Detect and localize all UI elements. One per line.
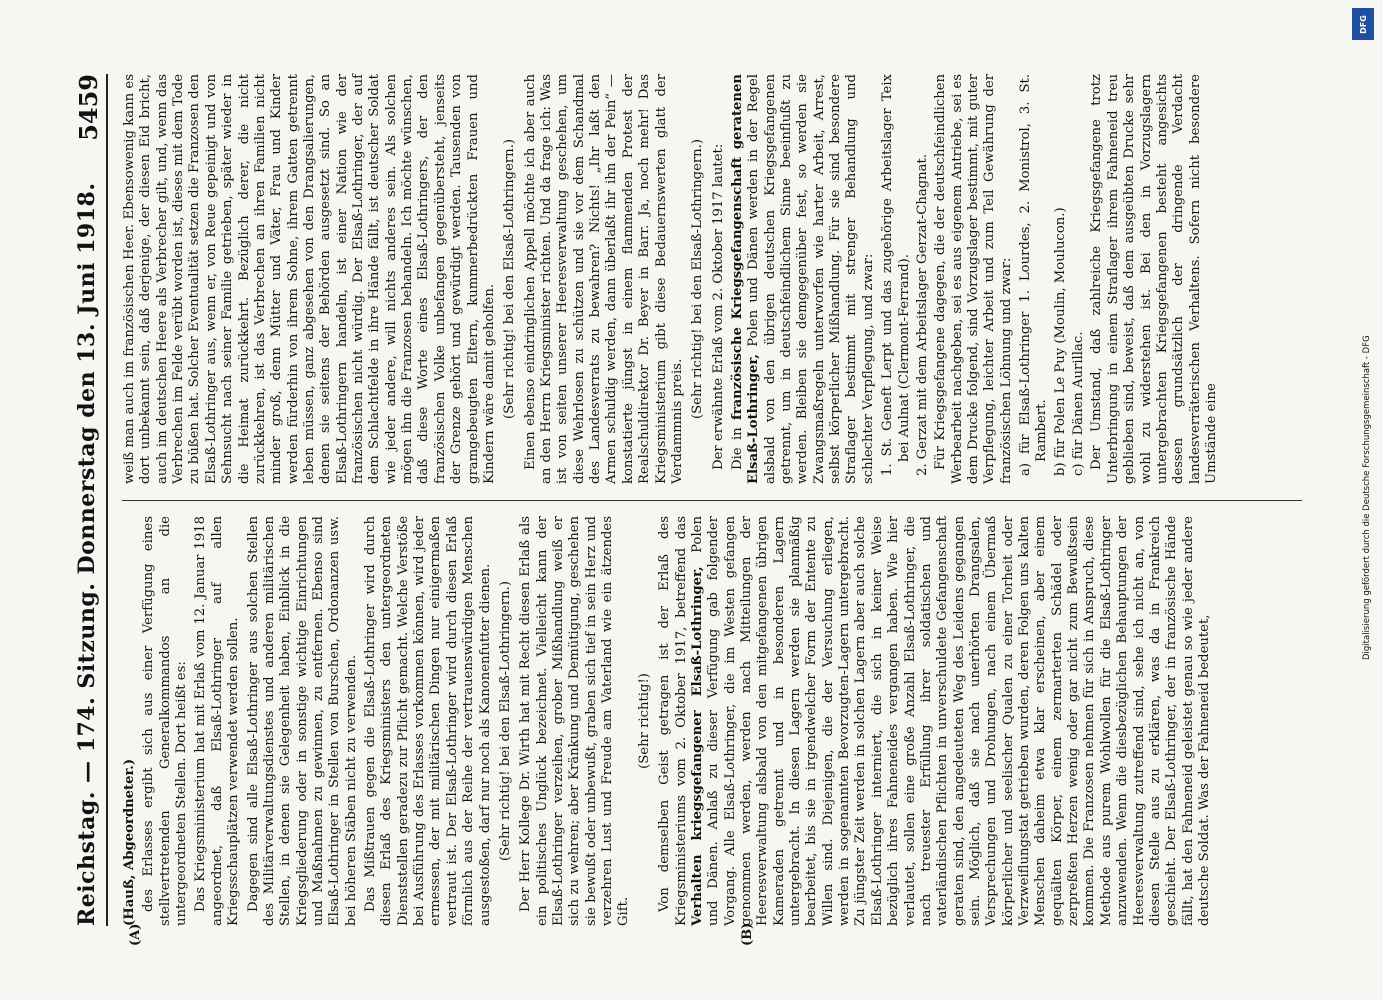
quote-paragraph: Für Kriegsgefangene dagegen, die der deutschfeindlichen Werbearbeit nachgeben, sei es aus eigenem Antriebe, sei es dem Drucke folgend, sind Vorzugslager bestimmt, mit guter Verpflegung, leichter Arbeit und zum Teil Gewährung der französischen Löhnung und zwar: — [933, 74, 1014, 484]
list-item: 2. Gerzat mit dem Arbeitslager Gerzat-Chagnat. — [914, 154, 930, 476]
list-item: 1. St. Geneft Lerpt und das zugehörige Arbeitslager Teix bei Aulnat (Clermont-Ferrand). — [880, 74, 912, 476]
left-column — [122, 516, 1216, 926]
paragraph-intro: Von demselben Geist getragen ist der Erlaß des Kriegsministeriums vom 2. Oktober 1917, betreffend das — [657, 516, 689, 926]
paragraph-intro: Die in — [729, 427, 745, 470]
paragraph: des Erlasses ergibt sich aus einer Verfügung eines stellvertretenden Generalkommandos an die untergeordneten Stellen. Dort heißt es: — [141, 516, 190, 926]
paragraph-body: Polen und Dänen werden in der Regel alsbald von den übrigen deutschen Kriegsgefangenen getrennt, um in deutschfeindlichem Sinne beeinflußt zu werden. Bleiben sie demgegenüber fest, so werden sie Zwangsmaßregeln unterworfen wie harter Arbeit, Arrest, selbst körperlicher Mißhandlung. Für sie sind besondere Straflager bestimmt mit strenger Behandlung und schlechter Verpflegung, und zwar: — [746, 74, 876, 484]
page-header — [62, 74, 108, 926]
digitization-credit: Digitalisierung gefördert durch die Deutsche Forschungsgemeinschaft - DFG — [1362, 335, 1372, 660]
right-column — [122, 74, 1223, 484]
quote-paragraph: Dagegen sind alle Elsaß-Lothringer aus solchen Stellen des Militärverwaltungsdienstes und anderen militärischen Stellen, in denen sie Gelegenheit haben, Einblick in die Kriegsgliederung oder in sonstige wichtige Einrichtungen und Maßnahmen zu gewinnen, zu entfernen. Ebenso sind Elsaß-Lothringer in Stellen von Burschen, Ordonanzen usw. bei höheren Stäben nicht zu verwenden. — [245, 516, 359, 926]
paragraph: Das Mißtrauen gegen die Elsaß-Lothringer wird durch diesen Erlaß des Kriegsministers den untergeordneten Dienststellen geradezu zur Pflicht gemacht. Welche Verstöße bei Ausführung des Erlasses vorkommen können, wird jeder ermessen, der mit militärischen Dingen nur einigermaßen vertraut ist. Der Elsaß-Lothringer wird durch diesen Erlaß förmlich aus der Reihe der vertrauenswürdigen Menschen ausgestoßen, darf nur noch als Kanonenfutter dienen. — [363, 516, 493, 926]
list-item: b) für Polen Le Puy (Moulin, Moulucon.) — [1052, 207, 1068, 476]
dfg-logo-text: DFG — [1358, 14, 1368, 34]
interjection: (Sehr richtig! bei den Elsaß-Lothringern.) — [690, 138, 706, 420]
paragraph — [657, 516, 1213, 926]
paragraph-body: Polen und Dänen. Anlaß zu dieser Verfügung gab folgender Vorgang. Alle Elsaß-Lothringer, die im Westen gefangen genommen werden, werden nach Mitteilungen der Heeresverwaltung alsbald von den mitgefangenen übrigen Kameraden getrennt und in besonderen Lagern untergebracht. In diesen Lagern werden sie planmäßig bearbeitet, bis sie in irgendwelcher Form der Entente zu Willen sind. Diejenigen, die der Versuchung erliegen, werden in sogenannten Bevorzugten-Lagern untergebracht. Zu jüngster Zeit werden in solchen Lagern aber auch solche Elsaß-Lothringer interniert, die sich in keiner Weise bezüglich ihres Fahneneides vergangen haben. Wie hier verlautet, sollen eine große Anzahl Elsaß-Lothringer, die nach treuester Erfüllung ihrer soldatischen und vaterländischen Pflichten in unverschuldete Gefangenschaft geraten sind, den angedeuteten Weg des Leidens gegangen sein. Möglich, daß sie nach unerhörten Drangsalen, Versprechungen und Drohungen, nach einem Übermaß körperlicher und seelischer Qualen zu einer Torheit oder Verzweiflungstat getrieben wurden, deren Folgen uns kalten Menschen daheim etwa klar erscheinen, aber einem gequälten Körper, einem zermarterten Schädel oder zerpreßten Herzen wenig oder gar nicht zum Bewußtsein kommen. Die Franzosen nehmen für sich in Anspruch, diese Methode aus purem Wohlwollen für die Elsaß-Lothringer anzuwenden. Wenn die diesbezüglichen Behauptungen der Heeresverwaltung zutreffend sind, sehe ich nicht an, von diesen Stelle aus zu erklären, was da in Frankreich geschieht. Der Elsaß-Lothringer, der in französische Hände fällt, hat den Fahneneid geleistet genau so wie jeder andere deutsche Soldat. Was der Fahneneid bedeutet, — [689, 516, 1212, 926]
interjection: (Sehr richtig! bei den Elsaß-Lothringern.) — [502, 138, 518, 420]
emphasized-heading: französische Kriegsgefangenschaft geratenen Elsaß-Lothringer, — [729, 74, 762, 484]
list-item: c) für Dänen Aurillac. — [1071, 331, 1087, 476]
rotated-document-page — [50, 50, 1330, 950]
dfg-logo — [1352, 8, 1374, 40]
paragraph: Der erwähnte Erlaß vom 2. Oktober 1917 lautet: — [710, 143, 726, 470]
header-title: Reichstag. — 174. Sitzung. Donnerstag den 13. Juni 1918. — [74, 182, 100, 926]
paragraph: Der Herr Kollege Dr. Wirth hat mit Recht diesen Erlaß als ein politisches Unglück bezeichnet. Vielleicht kann der Elsaß-Lothringer verzeihen, grober Mißhandlung weiß er sich zu wehren; aber Kränkung und Demütigung, geschehen sie bewußt oder unbewußt, graben sich tief in sein Herz und verzehren Lust und Freude am Vaterland wie ein ätzendes Gift. — [518, 516, 632, 926]
speaker-label: (Hauß, Abgeordneter.) — [122, 758, 137, 926]
page-number: 5459 — [74, 74, 103, 141]
list-item: a) für Elsaß-Lothringer 1. Lourdes, 2. Monistrol, 3. St. Rambert. — [1018, 74, 1050, 476]
paragraph: weiß man auch im französischen Heer. Ebensowenig kann es dort unbekannt sein, daß derjenige, der diesen Eid bricht, auch im deutschen Heere als Verbrecher gilt, und, wenn das Verbrechen im Felde verübt worden ist, dieses mit dem Tode zu büßen hat. Solcher Eventualität setzen die Franzosen den Elsaß-Lothringer aus, wenn er, von Reue gepeinigt und von Sehnsucht nach seiner Familie getrieben, später wieder in die Heimat zurückkehrt. Bezüglich derer, die nicht zurückkehren, ist das Verbrechen an ihren Familien nicht minder groß, denn Mütter und Väter, Frau und Kinder werden fürderhin von ihrem Sohne, ihrem Gatten getrennt leben müssen, ganz abgesehen von den Drangsalierungen, denen sie seitens der Behörden ausgesetzt sind. So an Elsaß-Lothringern handeln, ist einer Nation wie der französischen nicht würdig. Der Elsaß-Lothringer, der auf dem Schlachtfelde in ihre Hände fällt, ist deutscher Soldat wie jeder andere, will nichts anderes sein. Als solchen mögen ihn die Franzosen behandeln. Ich möchte wünschen, daß diese Worte eines Elsaß-Lothringers, der den französischen Volke unbefangen gegenübersteht, jenseits der Grenze gehört und gewürdigt werden. Tausenden von gramgebeugten Eltern, kummerbedrückten Frauen und Kindern wäre damit geholfen. — [122, 74, 497, 484]
margin-mark-a: (A) — [128, 923, 143, 946]
emphasized-heading: Verhalten kriegsgefangener Elsaß-Lothringer, — [689, 566, 705, 926]
quote-paragraph: Der Umstand, daß zahlreiche Kriegsgefangene trotz Unterbringung in einem Straflager ihrem Fahneneid treu geblieben sind, beweist, daß dem ausgeübten Drucke sehr wohl zu widerstehen ist. Bei den in Vorzugslagern untergebrachten Kriegsgefangenen besteht angesichts dessen grundsätzlich der dringende Verdacht landesverräterischen Verhaltens. Sofern nicht besondere Umstände eine — [1089, 74, 1219, 484]
interjection: (Sehr richtig!) — [636, 673, 652, 769]
quote-paragraph: Das Kriegsministerium hat mit Erlaß vom 12. Januar 1918 angeordnet, daß Elsaß-Lothringer auf allen Kriegsschauplätzen verwendet werden sollen. — [193, 516, 242, 926]
interjection: (Sehr richtig! bei den Elsaß-Lothringern.) — [497, 580, 513, 862]
quote-paragraph — [730, 74, 877, 484]
paragraph: Einen ebenso eindringlichen Appell möchte ich aber auch an den Herrn Kriegsminister richten. Und da frage ich: Was ist von seiten unserer Heeresverwaltung geschehen, um diese Wehrlosen zu schützen und sie vor dem Schandmal des Landesverrats zu bewahren? Nichts! „Ihr laßt den Armen schuldig werden, dann überlaßt ihr ihn der Pein“ — konstatierte jüngst in einem flammenden Protest der Realschuldirektor Dr. Beyer in Barr. Ja, noch mehr! Das Kriegsministerium gibt diese Bedauernswerten glatt der Verdammnis preis. — [522, 74, 685, 484]
column-divider — [122, 500, 1302, 501]
margin-mark-b: (B) — [740, 922, 755, 946]
